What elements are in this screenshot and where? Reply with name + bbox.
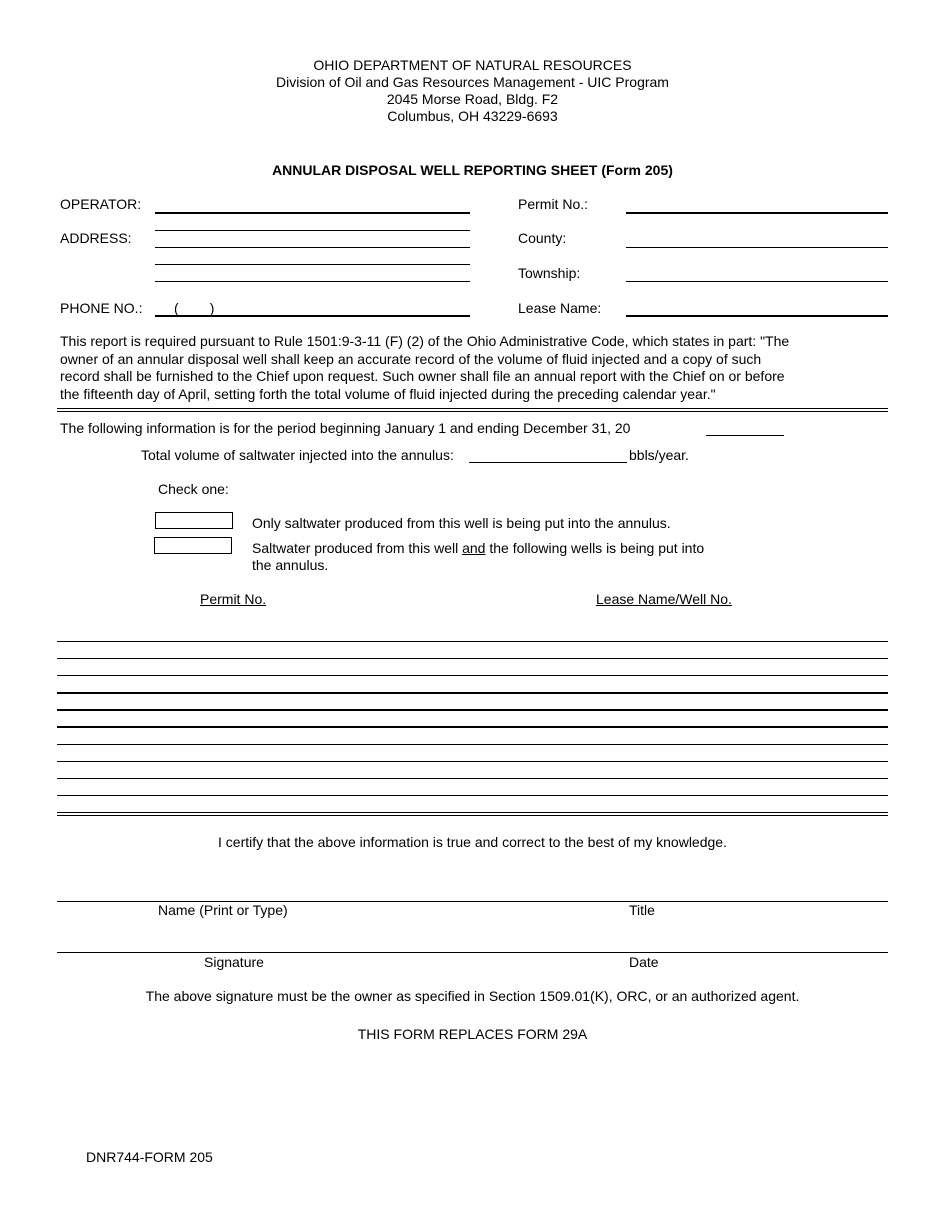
table-row-line <box>57 761 888 762</box>
table-row-line <box>57 744 888 745</box>
form-title: ANNULAR DISPOSAL WELL REPORTING SHEET (Form 205) <box>272 162 673 178</box>
volume-label: Total volume of saltwater injected into the annulus: <box>141 447 454 463</box>
name-title-field[interactable] <box>60 882 885 900</box>
volume-field[interactable] <box>471 446 625 462</box>
replaces-note: THIS FORM REPLACES FORM 29A <box>357 1026 588 1042</box>
agency-name: OHIO DEPARTMENT OF NATURAL RESOURCES <box>313 57 632 73</box>
certification-statement: I certify that the above information is true and correct to the best of my knowledge. <box>218 834 727 850</box>
volume-unit: bbls/year. <box>629 447 689 463</box>
lease-name-underline <box>626 315 888 317</box>
signature-date-field[interactable] <box>60 933 885 951</box>
permit-field[interactable] <box>628 196 886 212</box>
address-label: ADDRESS: <box>60 230 132 246</box>
county-underline <box>626 247 888 248</box>
address-underline-4 <box>155 281 470 282</box>
county-label: County: <box>518 230 567 246</box>
check-one-label: Check one: <box>158 481 229 497</box>
phone-area-code-parens: ( ) <box>174 300 215 316</box>
lease-well-column-header: Lease Name/Well No. <box>596 591 732 607</box>
signature-date-line <box>57 952 888 953</box>
lease-name-label: Lease Name: <box>518 300 602 316</box>
permit-underline <box>626 212 888 214</box>
county-field[interactable] <box>628 230 886 246</box>
street-address: 2045 Morse Road, Bldg. F2 <box>386 91 559 107</box>
division-name: Division of Oil and Gas Resources Management - UIC Program <box>276 74 669 90</box>
phone-label: PHONE NO.: <box>60 300 143 316</box>
city-address: Columbus, OH 43229-6693 <box>387 108 558 124</box>
lease-name-field[interactable] <box>628 299 886 315</box>
address-field-1[interactable] <box>157 214 467 230</box>
table-row-line <box>57 778 888 779</box>
statement-line: This report is required pursuant to Rule 1501:9-3-11 (F) (2) of the Ohio Administrative Code, which states in part: "The <box>60 333 790 349</box>
table-row-line <box>57 675 888 676</box>
regulation-statement <box>60 333 820 403</box>
form-code: DNR744-FORM 205 <box>86 1149 213 1165</box>
table-row-line <box>57 726 888 728</box>
township-field[interactable] <box>628 264 886 280</box>
township-underline <box>626 281 888 282</box>
table-row-line <box>57 692 888 694</box>
signature-label: Signature <box>204 954 264 970</box>
table-row-line <box>57 795 888 796</box>
operator-label: OPERATOR: <box>60 196 142 212</box>
township-label: Township: <box>518 265 581 281</box>
year-underline <box>706 435 784 436</box>
section-divider-top <box>57 408 888 409</box>
table-bottom-line <box>57 815 888 816</box>
only-this-well-checkbox[interactable] <box>155 512 233 529</box>
period-text: The following information is for the period beginning January 1 and ending December 31, 20 <box>60 420 631 436</box>
phone-underline <box>155 315 470 317</box>
table-row-line <box>57 658 888 659</box>
only-this-well-label: Only saltwater produced from this well is being put into the annulus. <box>252 515 671 531</box>
address-field-2[interactable] <box>157 231 467 247</box>
section-divider-bottom <box>57 411 888 412</box>
date-label: Date <box>629 954 659 970</box>
statement-line: record shall be furnished to the Chief upon request. Such owner shall file an annual report with the Chief on or before <box>60 368 785 384</box>
address-field-4[interactable] <box>157 265 467 281</box>
statement-line: the fifteenth day of April, setting forth the total volume of fluid injected during the preceding calendar year." <box>60 385 716 402</box>
address-field-3[interactable] <box>157 248 467 264</box>
operator-field[interactable] <box>157 196 467 212</box>
multiple-wells-checkbox[interactable] <box>154 537 232 554</box>
volume-underline <box>469 462 627 463</box>
name-label: Name (Print or Type) <box>158 902 288 918</box>
table-bottom-line <box>57 812 888 813</box>
multiple-wells-label: Saltwater produced from this well and the following wells is being put into <box>252 540 705 556</box>
multiple-wells-label-cont: the annulus. <box>252 557 329 573</box>
table-row-line <box>57 641 888 642</box>
title-label: Title <box>629 902 655 918</box>
permit-column-header: Permit No. <box>200 591 267 607</box>
statement-line: owner of an annular disposal well shall keep an accurate record of the volume of fluid injected and a copy of such <box>60 350 762 367</box>
phone-field[interactable] <box>230 299 465 315</box>
table-row-line <box>57 709 888 711</box>
permit-label: Permit No.: <box>518 196 589 212</box>
owner-note: The above signature must be the owner as specified in Section 1509.01(K), ORC, or an authorized agent. <box>145 988 800 1004</box>
year-field[interactable] <box>708 419 782 435</box>
